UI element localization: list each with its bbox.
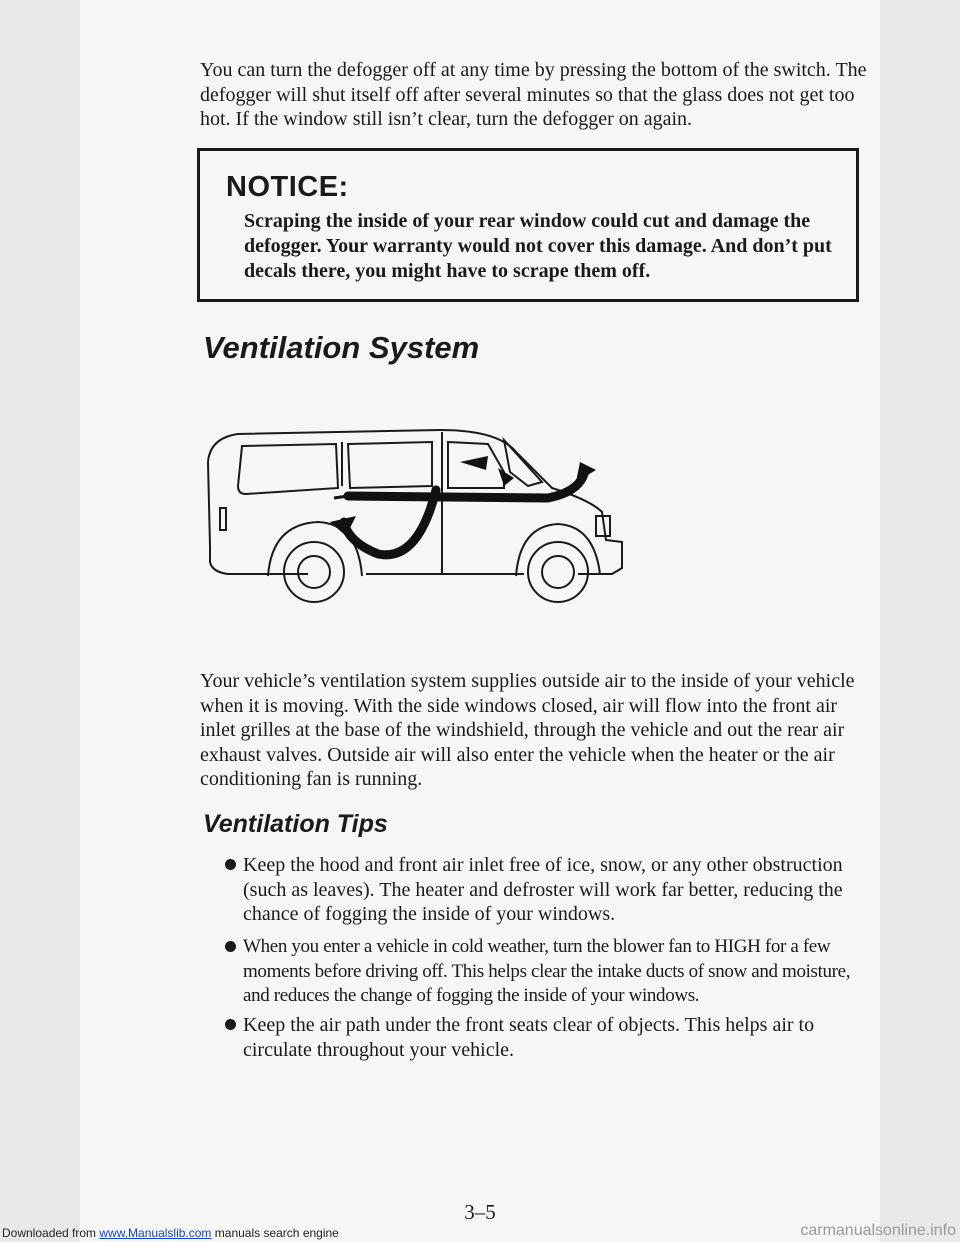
tip-item bbox=[225, 853, 875, 927]
notice-box bbox=[197, 148, 859, 302]
ventilation-paragraph: Your vehicle’s ventilation system supplies outside air to the inside of your vehicle when it is moving. With the side windows closed, air will flow into the front air inlet grilles at the base of the windshield, through the vehicle and out the rear air exhaust valves. Outside air will also enter the vehicle when the heater or the air conditioning fan is running. bbox=[200, 670, 855, 790]
tip-item bbox=[225, 935, 875, 1009]
tip-text: When you enter a vehicle in cold weather, turn the blower fan to HIGH for a few moments before driving off. This helps clear the intake ducts of snow and moisture, and reduces the change of fogging the inside of your windows. bbox=[243, 936, 851, 1006]
intro-paragraph: You can turn the defogger off at any time by pressing the bottom of the switch. The defogger will shut itself off after several minutes so that the glass does not get too hot. If the window still isn’t clear, turn the defogger on again. bbox=[200, 59, 867, 130]
notice-body: Scraping the inside of your rear window could cut and damage the defogger. Your warranty would not cover this damage. And don’t put decals there, you might have to scrape them off. bbox=[244, 210, 832, 282]
manualslib-link[interactable]: www.Manualslib.com bbox=[99, 1226, 212, 1240]
download-credit-suffix: manuals search engine bbox=[211, 1226, 339, 1240]
ventilation-tips-heading: Ventilation Tips bbox=[203, 810, 388, 838]
tip-item bbox=[225, 1013, 875, 1062]
ventilation-heading: Ventilation System bbox=[203, 330, 480, 365]
notice-title: NOTICE: bbox=[226, 171, 349, 203]
download-credit bbox=[2, 1226, 339, 1240]
download-credit-prefix: Downloaded from bbox=[2, 1226, 100, 1240]
watermark: carmanualsonline.info bbox=[800, 1222, 956, 1239]
tip-text: Keep the hood and front air inlet free of ice, snow, or any other obstruction (such as leaves). The heater and defroster will work far better, reducing the chance of fogging the inside of your windows. bbox=[243, 854, 843, 925]
bullet-icon bbox=[225, 941, 236, 952]
van-airflow-illustration bbox=[198, 412, 638, 612]
tip-text: Keep the air path under the front seats clear of objects. This helps air to circulate throughout your vehicle. bbox=[243, 1014, 815, 1061]
page-number: 3–5 bbox=[464, 1200, 496, 1224]
bullet-icon bbox=[225, 859, 236, 870]
bullet-icon bbox=[225, 1019, 236, 1030]
